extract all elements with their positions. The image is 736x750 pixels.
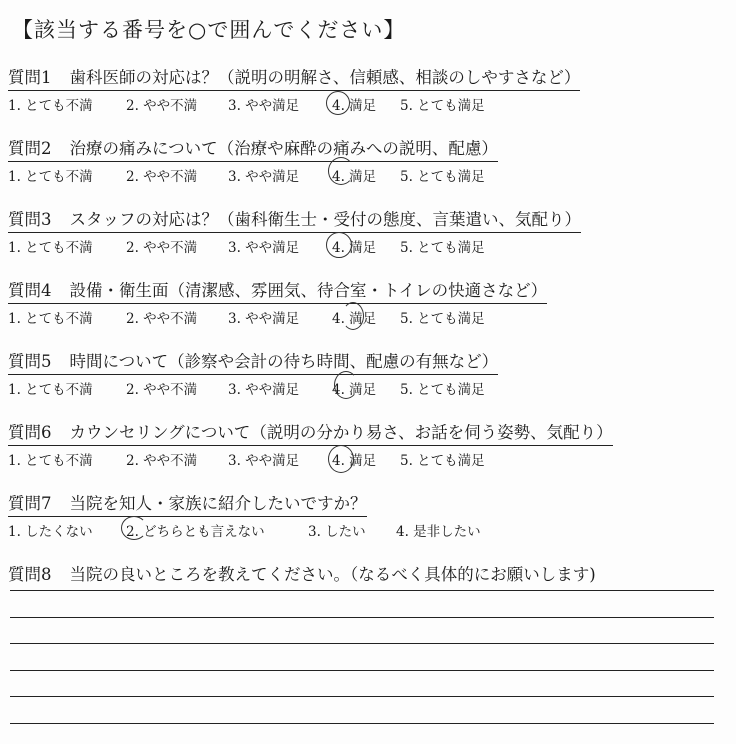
question-title bbox=[8, 64, 580, 91]
question-title bbox=[8, 490, 367, 517]
option-5[interactable]: 5. とても満足 bbox=[400, 169, 485, 185]
answer-line[interactable] bbox=[10, 696, 714, 697]
option-3[interactable]: 3. したい bbox=[308, 524, 366, 540]
question-7 bbox=[8, 490, 728, 540]
option-2[interactable]: 2. やや不満 bbox=[126, 98, 198, 114]
options-row bbox=[8, 94, 728, 114]
option-3[interactable]: 3. やや満足 bbox=[228, 98, 300, 114]
question-1 bbox=[8, 64, 728, 114]
answer-line[interactable] bbox=[10, 617, 714, 618]
option-1[interactable]: 1. とても不満 bbox=[8, 382, 93, 398]
question-number: 質問7 bbox=[8, 494, 52, 513]
options-row bbox=[8, 165, 728, 185]
options-row bbox=[8, 449, 728, 469]
selection-circle bbox=[326, 91, 350, 115]
answer-line[interactable] bbox=[10, 670, 714, 671]
question-text: 治療の痛みについて（治療や麻酔の痛みへの説明、配慮） bbox=[69, 139, 498, 158]
option-1[interactable]: 1. したくない bbox=[8, 524, 93, 540]
question-text: スタッフの対応は？（歯科衛生士・受付の態度、言葉遣い、気配り） bbox=[69, 210, 581, 229]
option-4[interactable]: 4. 満足 bbox=[332, 98, 377, 114]
option-5[interactable]: 5. とても満足 bbox=[400, 98, 485, 114]
question-text: 設備・衛生面（清潔感、雰囲気、待合室・トイレの快適さなど） bbox=[69, 281, 548, 300]
option-3[interactable]: 3. やや満足 bbox=[228, 453, 300, 469]
question-5 bbox=[8, 348, 728, 398]
question-number: 質問1 bbox=[8, 68, 52, 87]
options-row bbox=[8, 378, 728, 398]
options-row bbox=[8, 307, 728, 327]
question-title bbox=[8, 348, 498, 375]
question-title bbox=[8, 206, 581, 233]
selection-circle bbox=[334, 371, 358, 399]
question-text: 歯科医師の対応は？（説明の明解さ、信頼感、相談のしやすさなど） bbox=[69, 68, 581, 87]
selection-circle bbox=[326, 232, 352, 258]
answer-line[interactable] bbox=[10, 723, 714, 724]
option-4[interactable]: 4. 満足 bbox=[332, 382, 377, 398]
question-4 bbox=[8, 277, 728, 327]
question-8 bbox=[8, 561, 728, 587]
answer-line[interactable] bbox=[10, 590, 714, 591]
selection-circle bbox=[121, 516, 147, 540]
option-1[interactable]: 1. とても不満 bbox=[8, 169, 93, 185]
question-2 bbox=[8, 135, 728, 185]
question-6 bbox=[8, 419, 728, 469]
option-2[interactable]: 2. やや不満 bbox=[126, 169, 198, 185]
option-1[interactable]: 1. とても不満 bbox=[8, 453, 93, 469]
option-3[interactable]: 3. やや満足 bbox=[228, 311, 300, 327]
question-number: 質問3 bbox=[8, 210, 52, 229]
answer-lines[interactable] bbox=[10, 590, 714, 750]
question-number: 質問5 bbox=[8, 352, 52, 371]
option-2[interactable]: 2. やや不満 bbox=[126, 311, 198, 327]
option-4[interactable]: 4. 満足 bbox=[332, 311, 377, 327]
option-5[interactable]: 5. とても満足 bbox=[400, 453, 485, 469]
option-1[interactable]: 1. とても不満 bbox=[8, 98, 93, 114]
option-4[interactable]: 4. 満足 bbox=[332, 240, 377, 256]
question-text: カウンセリングについて（説明の分かり易さ、お話を伺う姿勢、気配り） bbox=[69, 423, 613, 442]
option-3[interactable]: 3. やや満足 bbox=[228, 240, 300, 256]
question-title bbox=[8, 135, 498, 162]
options-row bbox=[8, 520, 728, 540]
option-4[interactable]: 4. 満足 bbox=[332, 453, 377, 469]
question-title bbox=[8, 561, 596, 587]
answer-line[interactable] bbox=[10, 643, 714, 644]
selection-circle bbox=[328, 157, 354, 185]
option-4[interactable]: 4. 是非したい bbox=[396, 524, 481, 540]
option-4[interactable]: 4. 満足 bbox=[332, 169, 377, 185]
option-3[interactable]: 3. やや満足 bbox=[228, 169, 300, 185]
option-5[interactable]: 5. とても満足 bbox=[400, 311, 485, 327]
question-text: 当院の良いところを教えてください。（なるべく具体的にお願いします) bbox=[69, 565, 596, 584]
question-text: 時間について（診察や会計の待ち時間、配慮の有無など） bbox=[69, 352, 499, 371]
question-number: 質問6 bbox=[8, 423, 52, 442]
question-number: 質問2 bbox=[8, 139, 52, 158]
selection-circle bbox=[342, 302, 364, 330]
option-2[interactable]: 2. やや不満 bbox=[126, 240, 198, 256]
question-number: 質問8 bbox=[8, 565, 52, 584]
option-1[interactable]: 1. とても不満 bbox=[8, 240, 93, 256]
option-2[interactable]: 2. どちらとも言えない bbox=[126, 524, 265, 540]
option-5[interactable]: 5. とても満足 bbox=[400, 240, 485, 256]
question-number: 質問4 bbox=[8, 281, 52, 300]
options-row bbox=[8, 236, 728, 256]
question-title bbox=[8, 277, 547, 304]
option-3[interactable]: 3. やや満足 bbox=[228, 382, 300, 398]
selection-circle bbox=[328, 445, 354, 473]
question-3 bbox=[8, 206, 728, 256]
instruction-header: 【該当する番号を○で囲んでください】 bbox=[12, 18, 406, 42]
question-title bbox=[8, 419, 613, 446]
option-1[interactable]: 1. とても不満 bbox=[8, 311, 93, 327]
question-text: 当院を知人・家族に紹介したいですか？ bbox=[69, 494, 367, 513]
option-2[interactable]: 2. やや不満 bbox=[126, 453, 198, 469]
option-5[interactable]: 5. とても満足 bbox=[400, 382, 485, 398]
option-2[interactable]: 2. やや不満 bbox=[126, 382, 198, 398]
